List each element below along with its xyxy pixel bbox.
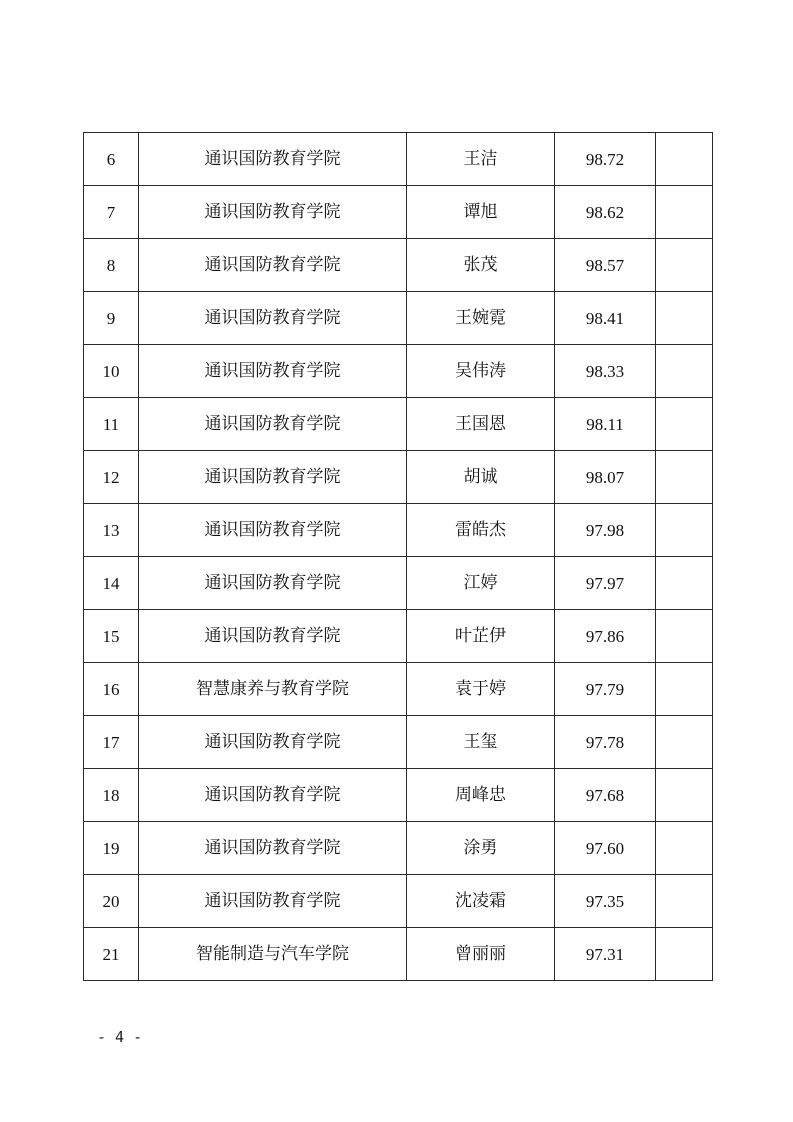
table-row bbox=[84, 822, 713, 875]
note-cell bbox=[656, 345, 713, 398]
score-cell: 98.57 bbox=[555, 239, 656, 292]
note-cell bbox=[656, 663, 713, 716]
table-row bbox=[84, 186, 713, 239]
college-cell: 通识国防教育学院 bbox=[139, 398, 407, 451]
score-cell: 98.07 bbox=[555, 451, 656, 504]
score-cell: 98.33 bbox=[555, 345, 656, 398]
row-number-cell: 7 bbox=[84, 186, 139, 239]
row-number-cell: 18 bbox=[84, 769, 139, 822]
ranking-table-body bbox=[84, 133, 713, 981]
table-row bbox=[84, 875, 713, 928]
score-cell: 97.86 bbox=[555, 610, 656, 663]
page-number: - 4 - bbox=[97, 1028, 143, 1046]
student-name-cell: 袁于婷 bbox=[407, 663, 555, 716]
row-number-cell: 21 bbox=[84, 928, 139, 981]
college-cell: 智慧康养与教育学院 bbox=[139, 663, 407, 716]
row-number-cell: 19 bbox=[84, 822, 139, 875]
student-name-cell: 王洁 bbox=[407, 133, 555, 186]
college-cell: 通识国防教育学院 bbox=[139, 292, 407, 345]
table-row bbox=[84, 451, 713, 504]
table-row bbox=[84, 504, 713, 557]
row-number-cell: 17 bbox=[84, 716, 139, 769]
row-number-cell: 13 bbox=[84, 504, 139, 557]
score-cell: 97.79 bbox=[555, 663, 656, 716]
college-cell: 通识国防教育学院 bbox=[139, 822, 407, 875]
score-cell: 98.11 bbox=[555, 398, 656, 451]
college-cell: 通识国防教育学院 bbox=[139, 345, 407, 398]
score-cell: 98.41 bbox=[555, 292, 656, 345]
row-number-cell: 8 bbox=[84, 239, 139, 292]
note-cell bbox=[656, 133, 713, 186]
score-cell: 97.60 bbox=[555, 822, 656, 875]
score-cell: 97.68 bbox=[555, 769, 656, 822]
note-cell bbox=[656, 504, 713, 557]
row-number-cell: 15 bbox=[84, 610, 139, 663]
student-name-cell: 谭旭 bbox=[407, 186, 555, 239]
student-name-cell: 王玺 bbox=[407, 716, 555, 769]
score-cell: 97.98 bbox=[555, 504, 656, 557]
student-name-cell: 沈凌霜 bbox=[407, 875, 555, 928]
college-cell: 通识国防教育学院 bbox=[139, 451, 407, 504]
college-cell: 通识国防教育学院 bbox=[139, 239, 407, 292]
table-row bbox=[84, 769, 713, 822]
note-cell bbox=[656, 822, 713, 875]
student-name-cell: 吴伟涛 bbox=[407, 345, 555, 398]
student-name-cell: 胡诚 bbox=[407, 451, 555, 504]
college-cell: 通识国防教育学院 bbox=[139, 769, 407, 822]
college-cell: 通识国防教育学院 bbox=[139, 716, 407, 769]
row-number-cell: 11 bbox=[84, 398, 139, 451]
score-cell: 98.72 bbox=[555, 133, 656, 186]
row-number-cell: 6 bbox=[84, 133, 139, 186]
note-cell bbox=[656, 398, 713, 451]
note-cell bbox=[656, 610, 713, 663]
row-number-cell: 16 bbox=[84, 663, 139, 716]
row-number-cell: 10 bbox=[84, 345, 139, 398]
college-cell: 通识国防教育学院 bbox=[139, 875, 407, 928]
table-row bbox=[84, 928, 713, 981]
student-name-cell: 张茂 bbox=[407, 239, 555, 292]
note-cell bbox=[656, 928, 713, 981]
note-cell bbox=[656, 716, 713, 769]
row-number-cell: 20 bbox=[84, 875, 139, 928]
table-row bbox=[84, 716, 713, 769]
student-name-cell: 雷皓杰 bbox=[407, 504, 555, 557]
college-cell: 通识国防教育学院 bbox=[139, 186, 407, 239]
table-row bbox=[84, 292, 713, 345]
table-row bbox=[84, 398, 713, 451]
row-number-cell: 12 bbox=[84, 451, 139, 504]
student-name-cell: 江婷 bbox=[407, 557, 555, 610]
college-cell: 通识国防教育学院 bbox=[139, 610, 407, 663]
student-name-cell: 叶芷伊 bbox=[407, 610, 555, 663]
note-cell bbox=[656, 292, 713, 345]
score-cell: 97.35 bbox=[555, 875, 656, 928]
note-cell bbox=[656, 451, 713, 504]
score-cell: 97.78 bbox=[555, 716, 656, 769]
table-row bbox=[84, 345, 713, 398]
table-row bbox=[84, 557, 713, 610]
note-cell bbox=[656, 239, 713, 292]
row-number-cell: 9 bbox=[84, 292, 139, 345]
student-name-cell: 王婉霓 bbox=[407, 292, 555, 345]
student-name-cell: 周峰忠 bbox=[407, 769, 555, 822]
ranking-table bbox=[83, 132, 713, 981]
college-cell: 通识国防教育学院 bbox=[139, 504, 407, 557]
note-cell bbox=[656, 875, 713, 928]
student-name-cell: 涂勇 bbox=[407, 822, 555, 875]
table-row bbox=[84, 133, 713, 186]
note-cell bbox=[656, 769, 713, 822]
score-cell: 97.97 bbox=[555, 557, 656, 610]
student-name-cell: 王国恩 bbox=[407, 398, 555, 451]
score-cell: 97.31 bbox=[555, 928, 656, 981]
note-cell bbox=[656, 186, 713, 239]
row-number-cell: 14 bbox=[84, 557, 139, 610]
table-row bbox=[84, 663, 713, 716]
score-cell: 98.62 bbox=[555, 186, 656, 239]
student-name-cell: 曾丽丽 bbox=[407, 928, 555, 981]
college-cell: 通识国防教育学院 bbox=[139, 133, 407, 186]
college-cell: 智能制造与汽车学院 bbox=[139, 928, 407, 981]
college-cell: 通识国防教育学院 bbox=[139, 557, 407, 610]
table-row bbox=[84, 610, 713, 663]
note-cell bbox=[656, 557, 713, 610]
table-row bbox=[84, 239, 713, 292]
